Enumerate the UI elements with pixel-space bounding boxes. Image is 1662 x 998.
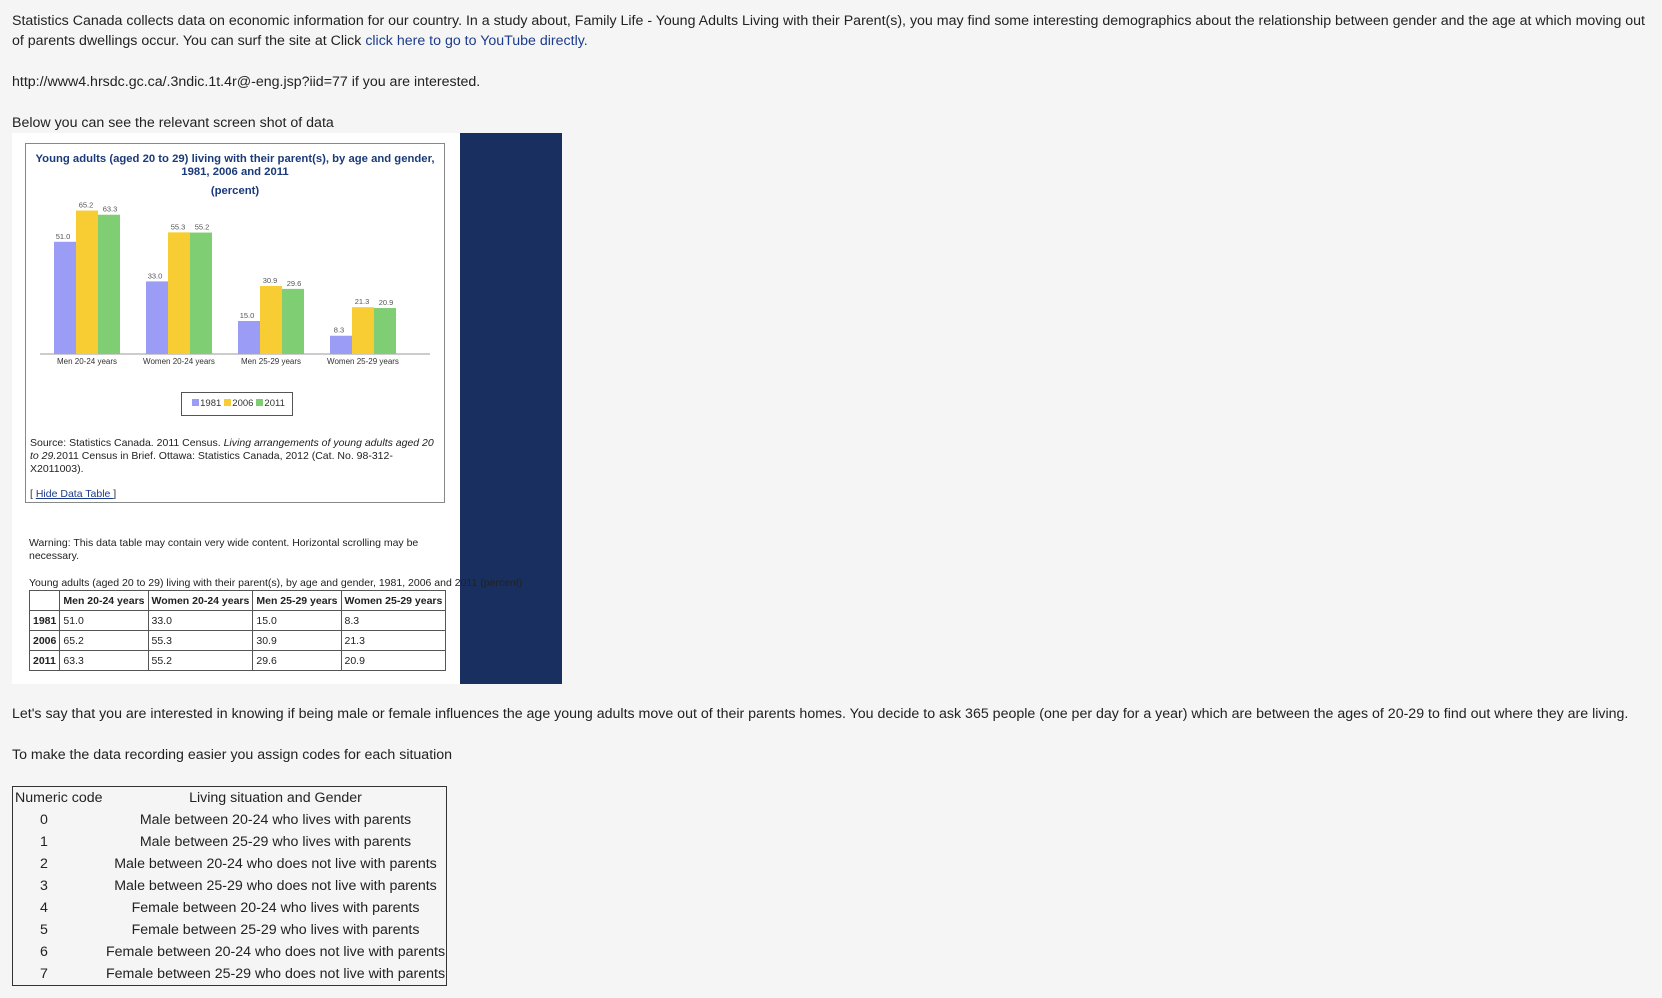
url-line: http://www4.hrsdc.gc.ca/.3ndic.1t.4r@-eng.jsp?iid=77 if you are interested. — [12, 74, 481, 90]
data-label: 30.9 — [262, 276, 278, 286]
table-row — [13, 897, 447, 919]
navy-sidebar-panel — [460, 133, 562, 684]
bar — [374, 308, 396, 354]
bar — [168, 232, 190, 354]
bar — [54, 242, 76, 354]
table-cell: 29.6 — [253, 651, 341, 671]
table-cell: 55.3 — [148, 631, 253, 651]
source-prefix: Source: Statistics Canada. 2011 Census. — [30, 437, 224, 449]
bar — [352, 307, 374, 354]
table-cell: 21.3 — [341, 631, 446, 651]
bar — [190, 233, 212, 354]
codes-header-code: Numeric code — [15, 790, 103, 806]
data-table-header-cell: Men 25-29 years — [253, 591, 341, 611]
legend-swatch — [192, 399, 199, 406]
living-situation-cell: Female between 25-29 who does not live with parents — [105, 966, 446, 982]
x-tick-label: Women 20-24 years — [143, 357, 215, 366]
row-header-cell: 2011 — [30, 651, 60, 671]
hide-data-table — [30, 488, 116, 500]
table-row — [30, 651, 446, 671]
table-cell: 20.9 — [341, 651, 446, 671]
numeric-code-cell: 3 — [40, 878, 48, 894]
data-label: 55.2 — [194, 222, 210, 232]
table-row — [13, 919, 447, 941]
numeric-code-cell: 1 — [40, 834, 48, 850]
table-cell: 15.0 — [253, 611, 341, 631]
data-table-header-cell: Men 20-24 years — [60, 591, 148, 611]
numeric-code-cell: 2 — [40, 856, 48, 872]
living-situation-cell: Male between 25-29 who does not live with parents — [114, 878, 437, 894]
numeric-code-cell: 0 — [40, 812, 48, 828]
numeric-code-cell: 7 — [40, 966, 48, 982]
table-row — [13, 831, 447, 853]
table-cell: 65.2 — [60, 631, 148, 651]
numeric-code-cell: 6 — [40, 944, 48, 960]
codes-table — [12, 786, 447, 986]
chart-source — [30, 437, 440, 476]
living-situation-cell: Male between 20-24 who does not live with parents — [114, 856, 437, 872]
legend-swatch — [224, 399, 231, 406]
chart-title: Young adults (aged 20 to 29) living with their parent(s), by age and gender, 1981, 2006 and 2011 — [35, 153, 435, 178]
data-label: 65.2 — [78, 200, 94, 210]
table-warning: Warning: This data table may contain very wide content. Horizontal scrolling may be necessary. — [29, 537, 419, 562]
table-cell: 51.0 — [60, 611, 148, 631]
data-table-header-cell: Women 25-29 years — [341, 591, 446, 611]
chart-panel — [25, 143, 445, 503]
question-paragraph: Let's say that you are interested in knowing if being male or female influences the age young adults move out of their parents homes. You decide to ask 365 people (one per day for a year) which are between the ages of 20-29 to find out where they are living. — [12, 706, 1629, 722]
bracket-close: ] — [113, 488, 117, 500]
numeric-code-cell: 5 — [40, 922, 48, 938]
bar — [260, 286, 282, 354]
table-row — [13, 853, 447, 875]
table-row — [13, 875, 447, 897]
living-situation-cell: Female between 20-24 who lives with parents — [131, 900, 420, 916]
table-cell: 55.2 — [148, 651, 253, 671]
bar — [330, 336, 352, 354]
data-screenshot — [12, 133, 562, 684]
numeric-code-cell: 4 — [40, 900, 48, 916]
data-label: 55.3 — [170, 222, 186, 232]
row-header-cell: 1981 — [30, 611, 60, 631]
data-table — [29, 590, 446, 671]
x-tick-label: Men 25-29 years — [240, 357, 302, 366]
legend-swatch — [256, 399, 263, 406]
data-label: 51.0 — [55, 231, 71, 241]
living-situation-cell: Male between 20-24 who lives with parents — [139, 812, 412, 828]
living-situation-cell: Female between 20-24 who does not live with parents — [105, 944, 446, 960]
bar — [282, 289, 304, 354]
data-label: 15.0 — [239, 311, 255, 320]
codes-header-row — [13, 787, 447, 810]
x-tick-label: Women 25-29 years — [327, 357, 399, 366]
chart-subtitle: (percent) — [210, 185, 260, 197]
data-label: 21.3 — [354, 297, 370, 307]
source-title: Living arrangements of young adults aged 20 to 29. — [30, 437, 434, 462]
table-row — [13, 963, 447, 986]
table-row — [30, 631, 446, 651]
table-cell: 30.9 — [253, 631, 341, 651]
legend-label: 2011 — [264, 398, 285, 409]
data-label: 33.0 — [147, 271, 163, 281]
chart-legend — [181, 392, 293, 416]
screenshot-intro: Below you can see the relevant screen shot of data — [12, 115, 334, 131]
source-suffix: 2011 Census in Brief. Ottawa: Statistics Canada, 2012 (Cat. No. 98-312-X2011003). — [30, 450, 393, 475]
table-cell: 8.3 — [341, 611, 446, 631]
codes-intro: To make the data recording easier you assign codes for each situation — [12, 747, 453, 763]
table-cell: 63.3 — [60, 651, 148, 671]
living-situation-cell: Female between 25-29 who lives with parents — [131, 922, 420, 938]
data-label: 20.9 — [378, 298, 394, 308]
x-tick-label: Men 20-24 years — [56, 357, 118, 366]
hide-data-table-link[interactable]: Hide Data Table — [35, 488, 114, 500]
table-row — [13, 809, 447, 831]
codes-header-situation: Living situation and Gender — [189, 790, 362, 806]
bar — [146, 281, 168, 354]
table-row — [30, 611, 446, 631]
data-label: 63.3 — [102, 204, 118, 214]
bracket-open: [ — [30, 488, 36, 500]
living-situation-cell: Male between 25-29 who lives with parents — [139, 834, 412, 850]
data-label: 29.6 — [286, 278, 302, 288]
row-header-cell: 2006 — [30, 631, 60, 651]
table-row — [13, 941, 447, 963]
intro-paragraph — [12, 11, 1652, 51]
bar — [76, 211, 98, 354]
data-label: 8.3 — [333, 325, 345, 335]
data-table-header-row — [30, 591, 446, 611]
youtube-link[interactable]: click here to go to YouTube directly. — [365, 33, 588, 49]
legend-label: 2006 — [232, 398, 254, 409]
legend-label: 1981 — [200, 398, 222, 409]
bar — [238, 321, 260, 354]
bar — [98, 215, 120, 354]
data-table-header-cell — [30, 591, 60, 611]
table-cell: 33.0 — [148, 611, 253, 631]
data-table-header-cell: Women 20-24 years — [148, 591, 253, 611]
data-table-caption: Young adults (aged 20 to 29) living with their parent(s), by age and gender, 1981, 2006 and 2011 (percent) — [29, 577, 523, 589]
intro-text: Statistics Canada collects data on economic information for our country. In a study about, Family Life - Young Adults Living with their Parent(s), you may find some interesting demographics about the relationship between gender and the age at which moving out of parents dwellings occur. You can surf the site at Click — [12, 13, 1646, 49]
